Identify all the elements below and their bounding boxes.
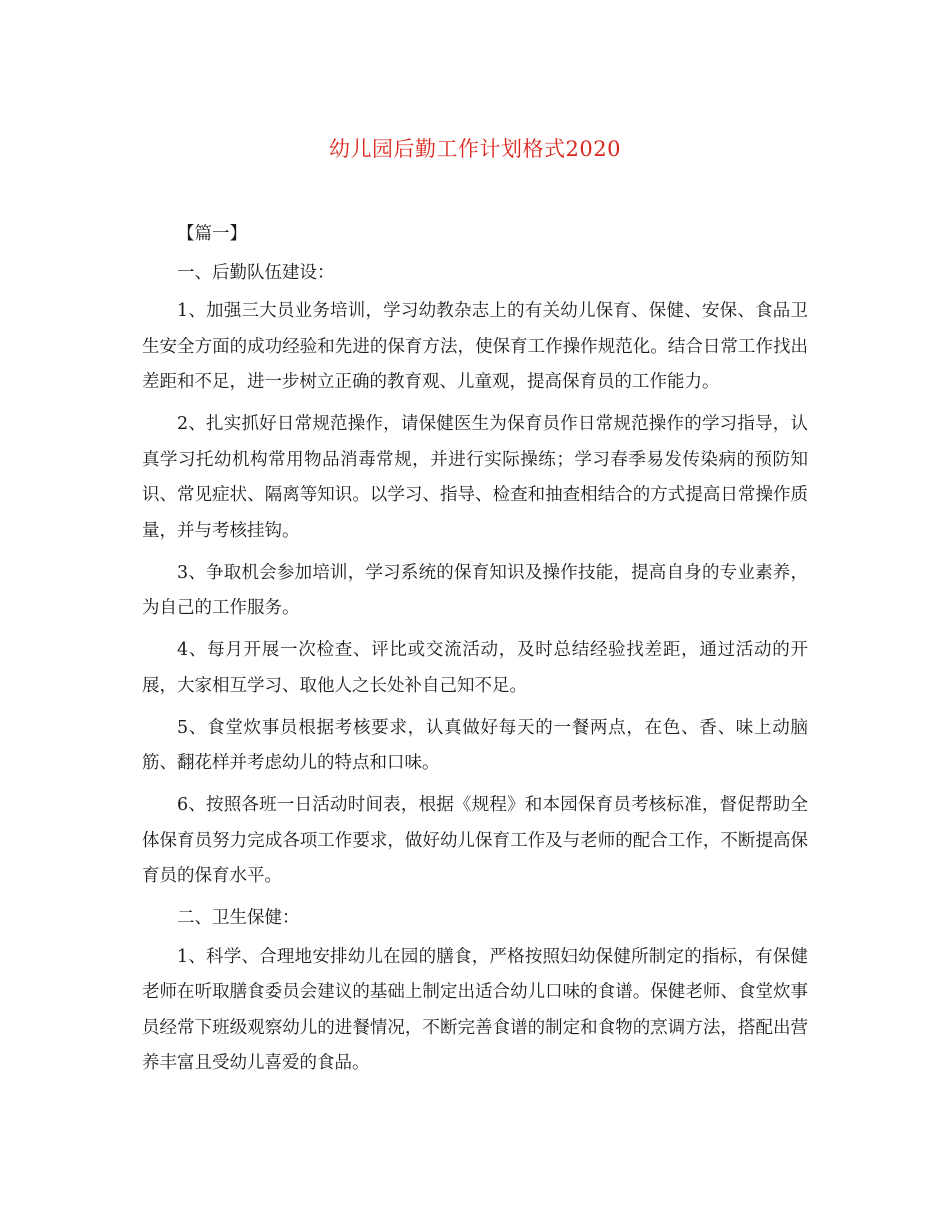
document-body [142, 217, 808, 1088]
paragraph: 1、科学、合理地安排幼儿在园的膳食，严格按照妇幼保健所制定的指标，有保健老师在听取膳食委员会建议的基础上制定出适合幼儿口味的食谱。保健老师、食堂炊事员经常下班级观察幼儿的进餐情况，不断完善食谱的制定和食物的烹调方法，搭配出营养丰富且受幼儿喜爱的食品。 [142, 946, 808, 1073]
document-title: 幼儿园后勤工作计划格式2020 [329, 137, 621, 161]
section-heading: 二、卫生保健： [177, 908, 300, 928]
paragraph: 6、按照各班一日活动时间表，根据《规程》和本园保育员考核标准，督促帮助全体保育员努力完成各项工作要求，做好幼儿保育工作及与老师的配合工作，不断提高保育员的保育水平。 [142, 795, 808, 886]
section-marker: 【篇一】 [177, 224, 247, 244]
paragraph: 3、争取机会参加培训，学习系统的保育知识及操作技能，提高自身的专业素养，为自己的工作服务。 [142, 562, 808, 618]
paragraph: 1、加强三大员业务培训，学习幼教杂志上的有关幼儿保育、保健、安保、食品卫生安全方面的成功经验和先进的保育方法，使保育工作操作规范化。结合日常工作找出差距和不足，进一步树立正确的教育观、儿童观，提高保育员的工作能力。 [142, 301, 808, 392]
paragraph: 2、扎实抓好日常规范操作，请保健医生为保育员作日常规范操作的学习指导，认真学习托幼机构常用物品消毒常规，并进行实际操练；学习春季易发传染病的预防知识、常见症状、隔离等知识。以学习、指导、检查和抽查相结合的方式提高日常操作质量，并与考核挂钩。 [142, 414, 808, 541]
section-heading: 一、后勤队伍建设： [177, 262, 335, 283]
paragraph: 5、食堂炊事员根据考核要求，认真做好每天的一餐两点，在色、香、味上动脑筋、翻花样并考虑幼儿的特点和口味。 [142, 717, 808, 773]
paragraph: 4、每月开展一次检查、评比或交流活动，及时总结经验找差距，通过活动的开展，大家相互学习、取他人之长处补自己知不足。 [142, 640, 808, 696]
